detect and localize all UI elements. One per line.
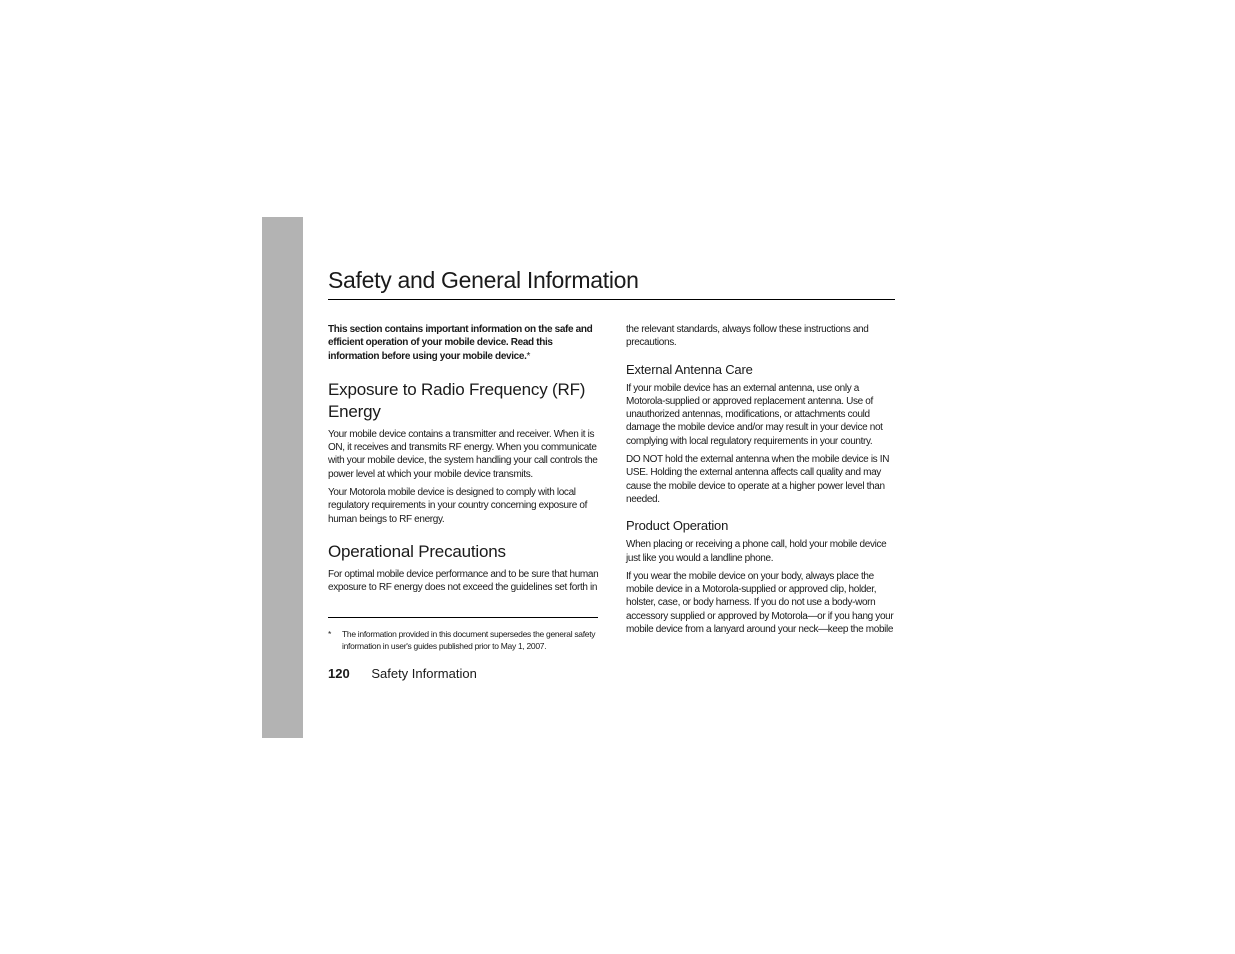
side-tab xyxy=(262,217,303,738)
intro-footnote-mark: * xyxy=(526,350,531,362)
intro-bold-text: This section contains important information on the safe and efficient operation of your mobile device. Read this information before using your mobile device. xyxy=(328,324,593,362)
footnote-mark: * xyxy=(328,629,332,639)
rf-exposure-heading: Exposure to Radio Frequency (RF) Energy xyxy=(328,379,586,421)
right-column xyxy=(626,323,896,641)
operational-precautions-continued: the relevant standards, always follow these instructions and precautions. xyxy=(626,324,869,349)
footnote-rule xyxy=(328,617,598,618)
antenna-care-paragraph-1: If your mobile device has an external antenna, use only a Motorola-supplied or approved replacement antenna. Use of unauthorized antennas, modifications, or attachments could damage the mobile device and/or may result in your device not complying with local regulatory requirements in your country. xyxy=(626,382,883,447)
product-operation-paragraph-2: If you wear the mobile device on your body, always place the mobile device in a Motorola-supplied or approved clip, holder, holster, case, or body harness. If you do not use a body-worn accessory supplied or approved by Motorola—or if you hang your mobile device from a lanyard around your neck—keep the mobile xyxy=(626,570,894,636)
operational-precautions-paragraph: For optimal mobile device performance and to be sure that human exposure to RF energy does not exceed the guidelines set forth in xyxy=(328,568,599,594)
footnote-text: The information provided in this document supersedes the general safety information in user's guides published prior to May 1, 2007. xyxy=(342,629,596,651)
footnote xyxy=(328,628,598,652)
operational-precautions-heading: Operational Precautions xyxy=(328,541,506,561)
title-rule xyxy=(328,299,895,300)
page-footer xyxy=(328,665,477,683)
product-operation-heading: Product Operation xyxy=(626,518,729,534)
antenna-care-paragraph-2: DO NOT hold the external antenna when the mobile device is IN USE. Holding the external antenna affects call quality and may cause the mobile device to operate at a higher power level than needed. xyxy=(626,454,890,505)
rf-exposure-paragraph-2: Your Motorola mobile device is designed to comply with local regulatory requirements in your country concerning exposure of human beings to RF energy. xyxy=(328,487,588,525)
left-column xyxy=(328,323,600,600)
product-operation-paragraph-1: When placing or receiving a phone call, hold your mobile device just like you would a landline phone. xyxy=(626,539,887,564)
intro-paragraph xyxy=(328,323,600,363)
page-number: 120 xyxy=(328,666,350,681)
antenna-care-heading: External Antenna Care xyxy=(626,361,753,377)
rf-exposure-paragraph-1: Your mobile device contains a transmitter and receiver. When it is ON, it receives and transmits RF energy. When you communicate with your mobile device, the system handling your call controls the power level at which your mobile device transmits. xyxy=(328,428,598,480)
page-title: Safety and General Information xyxy=(328,267,639,293)
footer-section-label: Safety Information xyxy=(371,666,477,681)
